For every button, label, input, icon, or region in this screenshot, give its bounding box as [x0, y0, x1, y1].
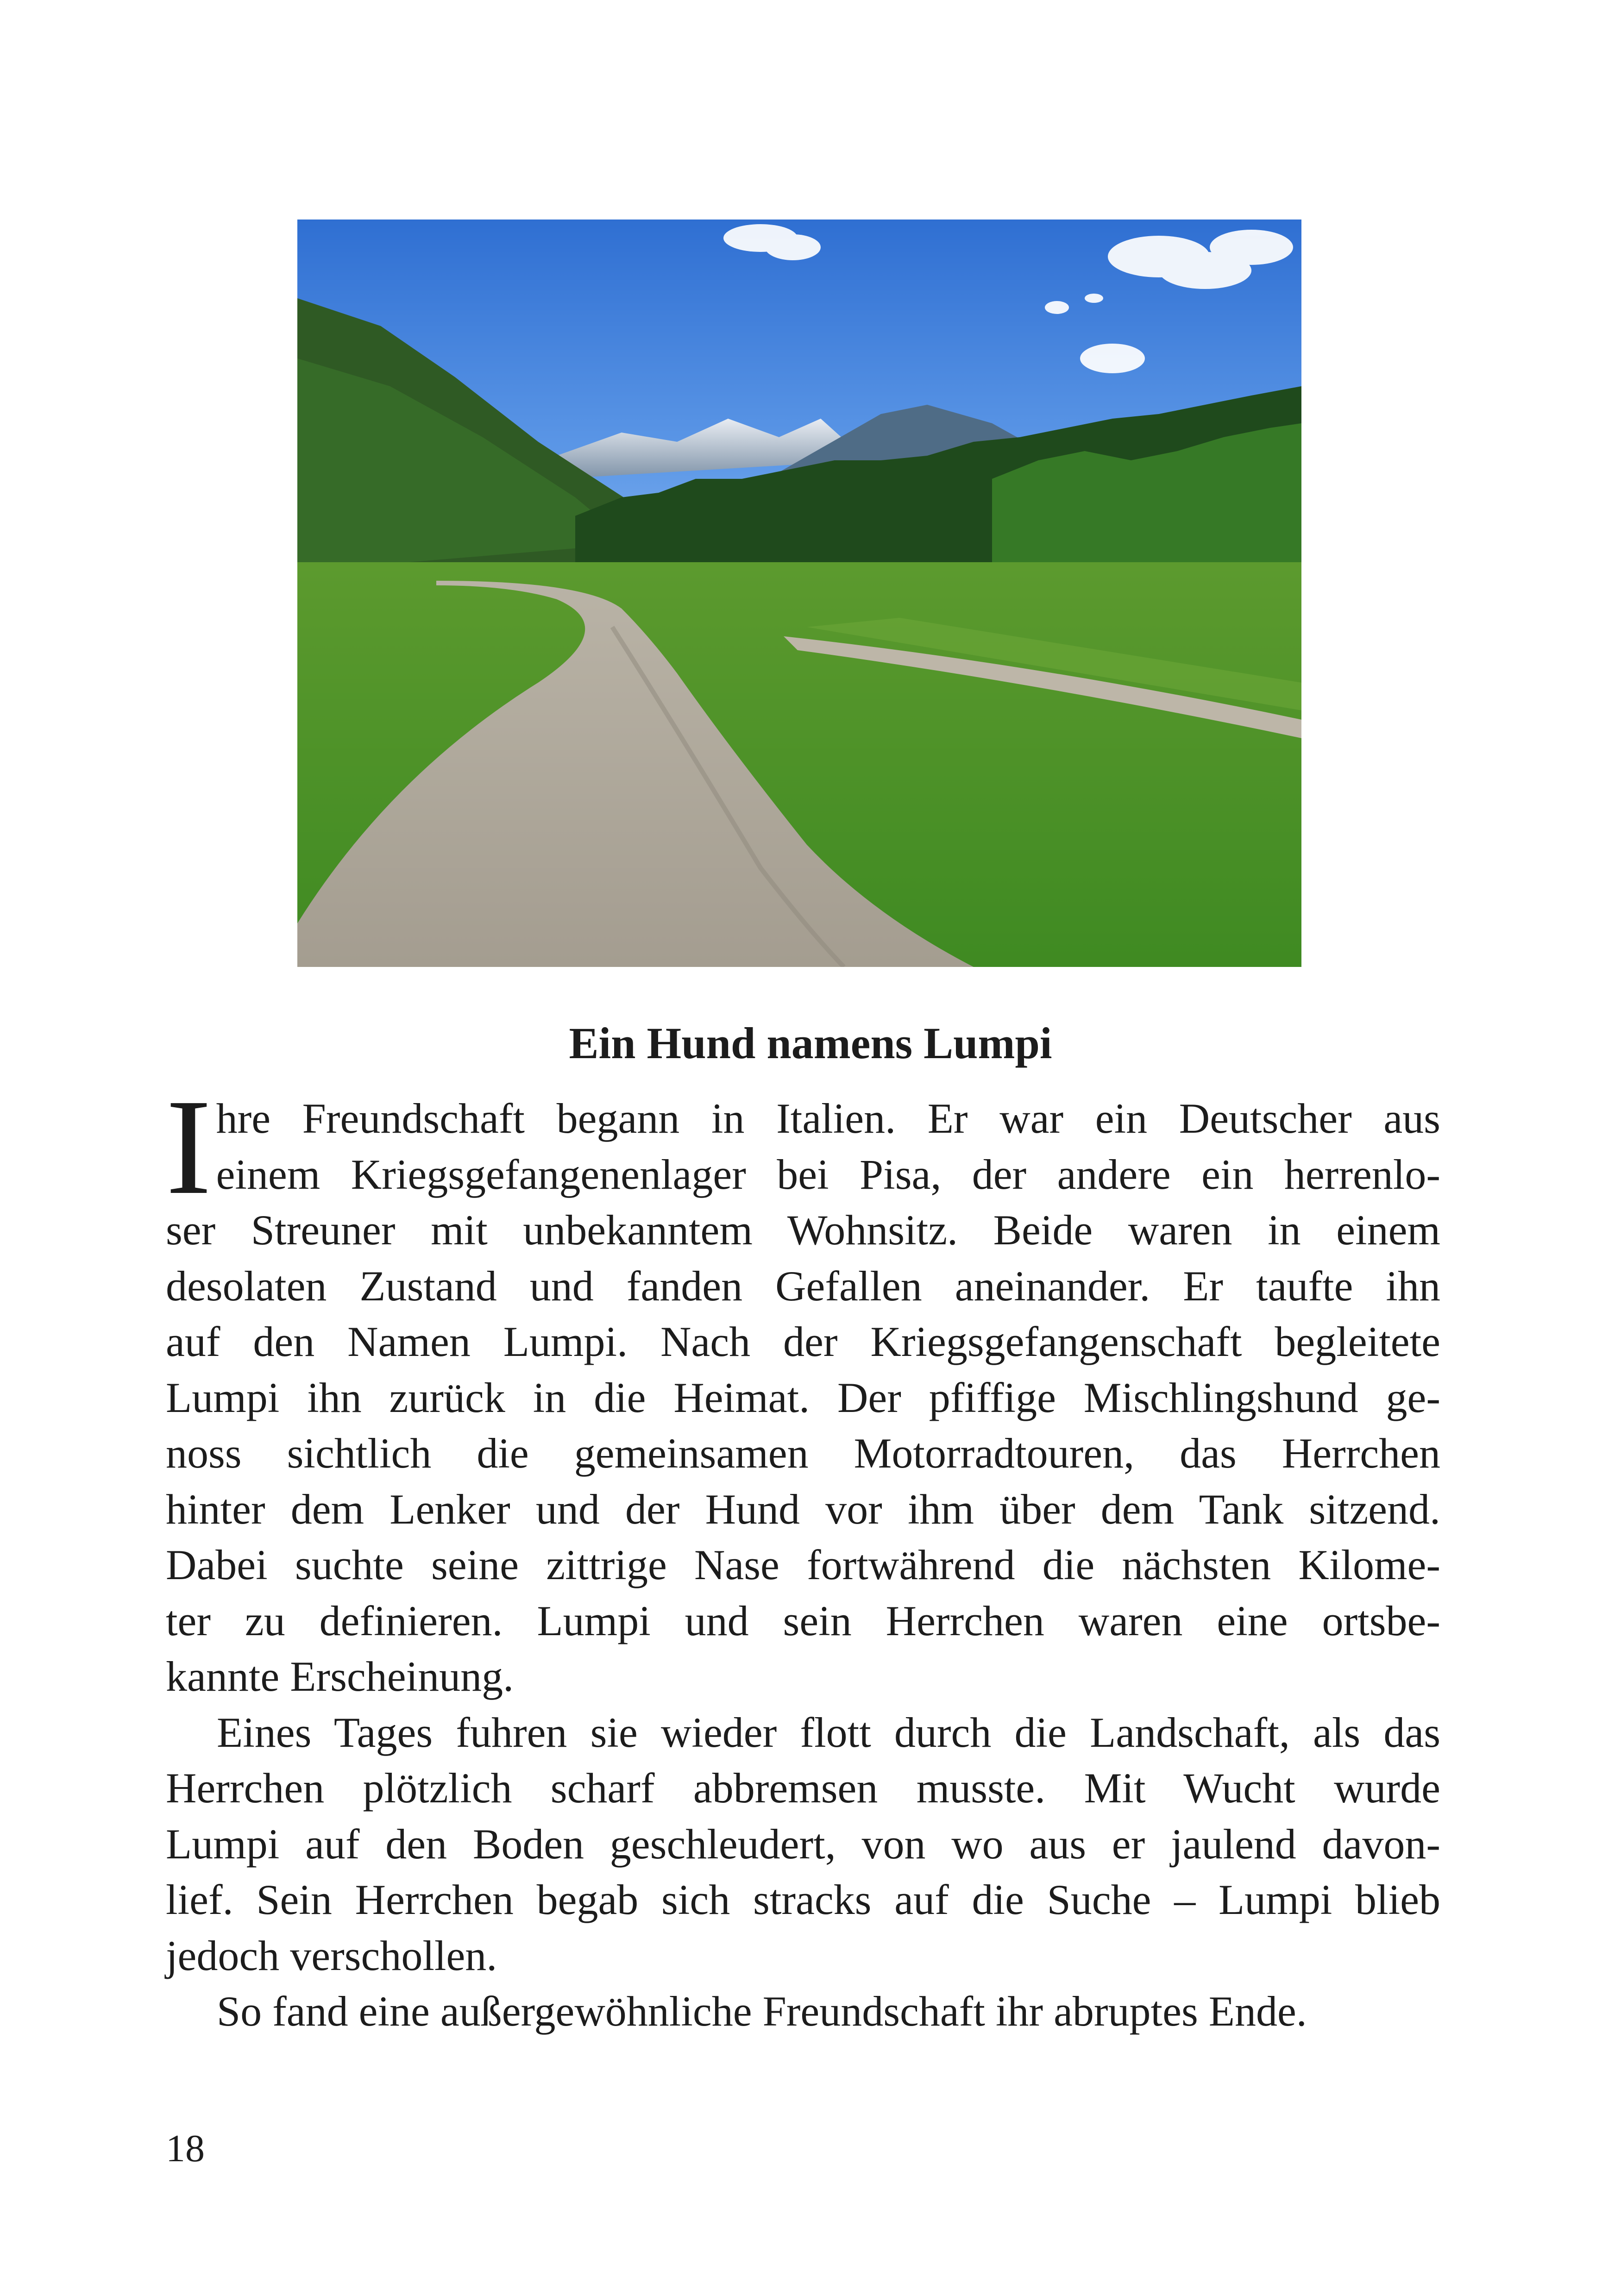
text-line: Lumpi ihn zurück in die Heimat. Der pfiffige Mischlingshund ge-: [166, 1374, 1440, 1421]
text-line: Herrchen plötzlich scharf abbremsen musste. Mit Wucht wurde: [166, 1764, 1440, 1812]
text-line: Dabei suchte seine zittrige Nase fortwährend die nächsten Kilome-: [166, 1541, 1440, 1588]
text-line: auf den Namen Lumpi. Nach der Kriegsgefangenschaft begleitete: [166, 1318, 1440, 1365]
chapter-title: Ein Hund namens Lumpi: [569, 1018, 1052, 1068]
text-line: Lumpi auf den Boden geschleudert, von wo aus er jaulend davon-: [166, 1820, 1440, 1868]
landscape-photo: [297, 220, 1301, 967]
text-line: lief. Sein Herrchen begab sich stracks auf die Suche – Lumpi blieb: [166, 1876, 1440, 1923]
text-line: ser Streuner mit unbekanntem Wohnsitz. Beide waren in einem: [166, 1206, 1440, 1254]
page-number: 18: [166, 2127, 205, 2170]
text-line: Eines Tages fuhren sie wieder flott durch die Landschaft, als das: [217, 1708, 1440, 1756]
text-line: jedoch verschollen.: [166, 1932, 497, 1979]
text-line: noss sichtlich die gemeinsamen Motorradtouren, das Herrchen: [166, 1430, 1440, 1477]
body-text: [166, 1071, 1440, 2039]
text-line: kannte Erscheinung.: [166, 1653, 514, 1700]
text-line: desolaten Zustand und fanden Gefallen aneinander. Er taufte ihn: [166, 1262, 1440, 1310]
text-line: hre Freundschaft begann in Italien. Er war ein Deutscher aus: [216, 1095, 1440, 1142]
drop-cap: I: [166, 1071, 212, 1223]
paragraph-3: [166, 1983, 1440, 2039]
text-line: einem Kriegsgefangenenlager bei Pisa, der andere ein herrenlo-: [216, 1150, 1440, 1198]
text-line: hinter dem Lenker und der Hund vor ihm über dem Tank sitzend.: [166, 1485, 1440, 1533]
text-line: ter zu definieren. Lumpi und sein Herrchen waren eine ortsbe-: [166, 1597, 1440, 1644]
paragraph-2: [166, 1705, 1440, 1984]
paragraph-1: [166, 1071, 1440, 1705]
text-line: So fand eine außergewöhnliche Freundschaft ihr abruptes Ende.: [217, 1988, 1307, 2035]
